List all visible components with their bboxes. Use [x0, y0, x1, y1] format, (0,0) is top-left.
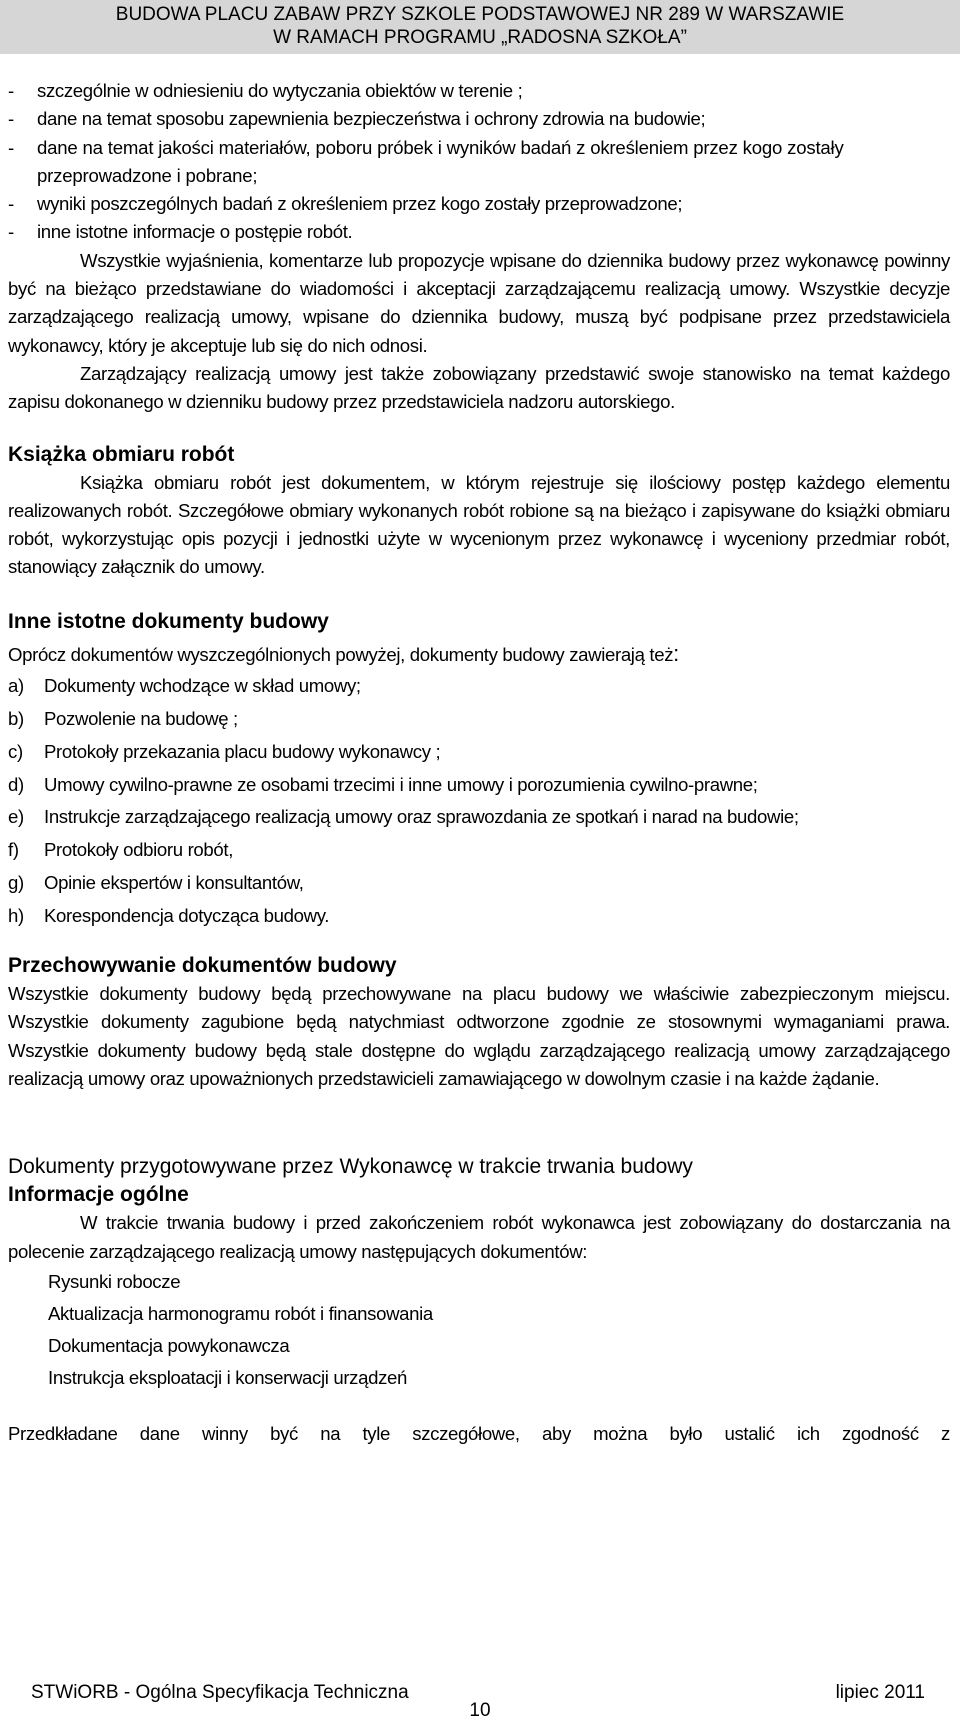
- paragraph: Przedkładane dane winny być na tyle szczegółowe, aby można było ustalić ich zgodność z: [8, 1422, 950, 1444]
- list-item: a) Dokumenty wchodzące w skład umowy;: [8, 675, 361, 697]
- list-item: g) Opinie ekspertów i konsultantów,: [8, 872, 304, 894]
- list-item: - dane na temat jakości materiałów, poboru próbek i wyników badań z określeniem przez kogo zostały przeprowadzone i pobrane;: [8, 136, 844, 186]
- list-item: f) Protokoły odbioru robót,: [8, 839, 234, 861]
- section-heading: Dokumenty przygotowywane przez Wykonawcę w trakcie trwania budowy: [8, 1155, 693, 1179]
- list-item: c) Protokoły przekazania placu budowy wykonawcy ;: [8, 741, 441, 763]
- paragraph: Oprócz dokumentów wyszczególnionych powyżej, dokumenty budowy zawierają też:: [8, 640, 679, 666]
- section-heading: Przechowywanie dokumentów budowy: [8, 954, 397, 978]
- paragraph: Zarządzający realizacją umowy jest także zobowiązany przedstawić swoje stanowisko na temat każdego zapisu dokonanego w dzienniku budowy przez przedstawiciela nadzoru autorskiego.: [8, 362, 950, 413]
- list-item: Rysunki robocze: [48, 1270, 181, 1292]
- paragraph: Wszystkie dokumenty budowy będą przechowywane na placu budowy we właściwie zabezpieczonym miejscu. Wszystkie dokumenty zagubione będą natychmiast odtworzone zgodnie ze stosownymi wymaganiami prawa. Wszystkie dokumenty budowy będą stale dostępne do wglądu zarządzającego realizacją umowy zarządzającego realizacją umowy oraz upoważnionych przedstawicieli zamawiającego w dowolnym czasie i na każde żądanie.: [8, 983, 950, 1089]
- subsection-heading: Informacje ogólne: [8, 1183, 189, 1207]
- paragraph: Wszystkie wyjaśnienia, komentarze lub propozycje wpisane do dziennika budowy przez wykonawcę powinny być na bieżąco przedstawiane do wiadomości i akceptacji zarządzającemu realizacją umowy. Wszystkie decyzje zarządzającego realizacją umowy, wpisane do dziennika budowy, muszą być podpisane przez przedstawiciela wykonawcy, który je akceptuje lub się do nich odnosi.: [8, 249, 950, 356]
- documents-list: [8, 669, 950, 932]
- list-item: - wyniki poszczególnych badań z określeniem przez kogo zostały przeprowadzone;: [8, 193, 683, 215]
- list-item: b) Pozwolenie na budowę ;: [8, 708, 238, 730]
- page-number: 10: [469, 1700, 491, 1721]
- list-item: h) Korespondencja dotycząca budowy.: [8, 905, 330, 927]
- footer-document-title: STWiORB - Ogólna Specyfikacja Techniczna: [31, 1682, 409, 1703]
- list-item: d) Umowy cywilno-prawne ze osobami trzecimi i inne umowy i porozumienia cywilno-prawne;: [8, 774, 758, 796]
- paragraph: W trakcie trwania budowy i przed zakończeniem robót wykonawca jest zobowiązany do dostarczania na polecenie zarządzającego realizacją umowy następujących dokumentów:: [8, 1212, 950, 1262]
- list-item: Aktualizacja harmonogramu robót i finansowania: [48, 1302, 433, 1324]
- paragraph: Książka obmiaru robót jest dokumentem, w którym rejestruje się ilościowy postęp każdego elementu realizowanych robót. Szczegółowe obmiary wykonanych robót robione są na bieżąco i zapisywane do książki obmiaru robót, wykorzystując opis pozycji i jednostki użyte w wycenionym przez wykonawcę i wyceniony przedmiar robót, stanowiący załącznik do umowy.: [8, 471, 950, 578]
- intro-bullet-list: [8, 77, 950, 247]
- header-title-line1: BUDOWA PLACU ZABAW PRZY SZKOLE PODSTAWOWEJ NR 289 W WARSZAWIE: [115, 4, 845, 25]
- list-item: Dokumentacja powykonawcza: [48, 1334, 290, 1356]
- list-item: Instrukcja eksploatacji i konserwacji urządzeń: [48, 1366, 408, 1388]
- footer-date: lipiec 2011: [835, 1682, 925, 1703]
- list-item: e) Instrukcje zarządzającego realizacją umowy oraz sprawozdania ze spotkań i narad na budowie;: [8, 806, 799, 828]
- section-heading: Inne istotne dokumenty budowy: [8, 609, 329, 633]
- contractor-documents-list: [8, 1266, 950, 1394]
- list-item: - szczególnie w odniesieniu do wytyczania obiektów w terenie ;: [8, 80, 523, 101]
- section-heading: Książka obmiaru robót: [8, 442, 235, 466]
- document-body: [8, 77, 950, 1448]
- page-header: [0, 0, 960, 54]
- list-item: - dane na temat sposobu zapewnienia bezpieczeństwa i ochrony zdrowia na budowie;: [8, 108, 706, 130]
- header-title-line2: W RAMACH PROGRAMU „RADOSNA SZKOŁA”: [273, 27, 687, 48]
- list-item: - inne istotne informacje o postępie robót.: [8, 221, 353, 243]
